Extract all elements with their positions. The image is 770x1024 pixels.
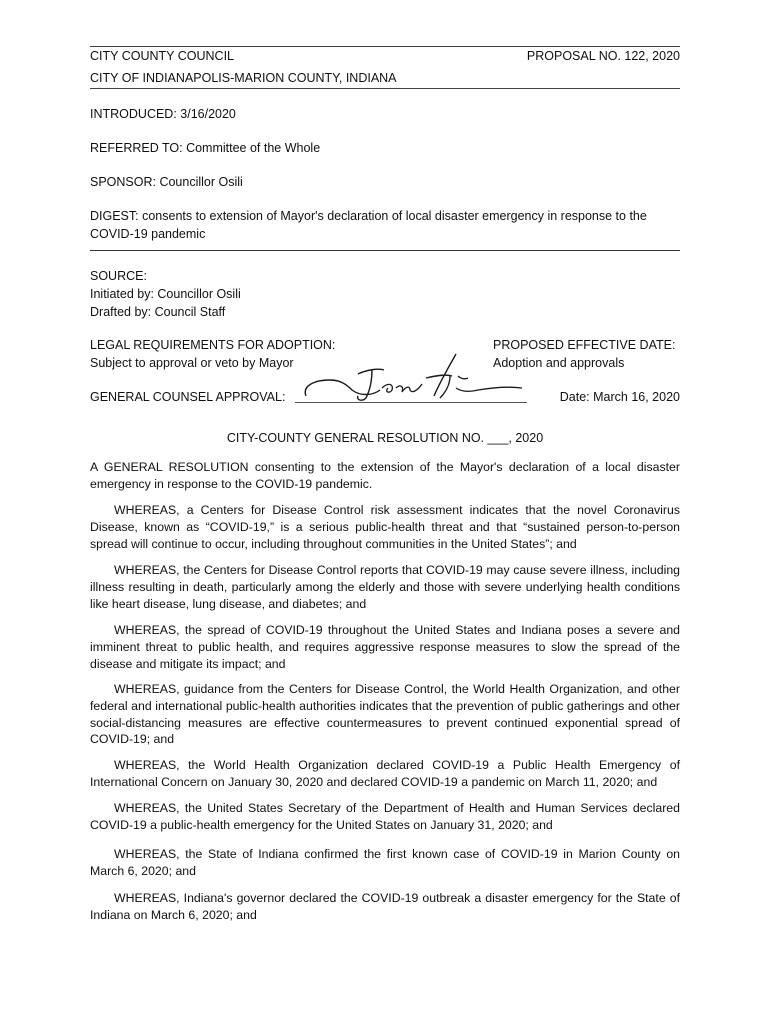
counsel-signature — [300, 346, 530, 408]
source-initiated: Initiated by: Councillor Osili — [90, 287, 241, 301]
source-heading: SOURCE: — [90, 269, 147, 283]
resolution-intro: A GENERAL RESOLUTION consenting to the extension of the Mayor's declaration of a local disaster emergency in response to the COVID-19 pandemic. — [90, 460, 680, 491]
whereas-clause: WHEREAS, a Centers for Disease Control risk assessment indicates that the novel Coronavirus Disease, known as “COVID-19,” is a serious public-health threat and that “sustained person-to-person spread will continue to occur, including throughout communities in the United States”; and — [90, 503, 680, 551]
whereas-clause: WHEREAS, Indiana's governor declared the COVID-19 outbreak a disaster emergency for the State of Indiana on March 6, 2020; and — [90, 891, 680, 922]
effective-date-heading: PROPOSED EFFECTIVE DATE: — [493, 338, 676, 352]
effective-date-value: Adoption and approvals — [493, 356, 625, 370]
whereas-clause: WHEREAS, guidance from the Centers for Disease Control, the World Health Organization, and other federal and international public-health authorities indicates that the prevention of public gatherings and other social-distancing measures are effective countermeasures to prevent continued exponential spread of COVID-19; and — [90, 682, 680, 747]
top-rule — [90, 46, 680, 47]
whereas-clause: WHEREAS, the State of Indiana confirmed the first known case of COVID-19 in Marion County on March 6, 2020; and — [90, 847, 680, 878]
whereas-clause: WHEREAS, the World Health Organization declared COVID-19 a Public Health Emergency of International Concern on January 30, 2020 and declared COVID-19 a pandemic on March 11, 2020; and — [90, 758, 680, 789]
legal-requirements-heading: LEGAL REQUIREMENTS FOR ADOPTION: — [90, 338, 336, 352]
digest-rule — [90, 250, 680, 251]
sponsor: SPONSOR: Councillor Osili — [90, 175, 243, 189]
digest-line-1: DIGEST: consents to extension of Mayor's declaration of local disaster emergency in response to the — [90, 209, 647, 223]
counsel-approval-date: Date: March 16, 2020 — [559, 390, 680, 404]
header-rule — [90, 88, 680, 89]
legal-requirements-value: Subject to approval or veto by Mayor — [90, 356, 294, 370]
council-name: CITY COUNTY COUNCIL — [90, 49, 235, 63]
jurisdiction: CITY OF INDIANAPOLIS-MARION COUNTY, INDIANA — [90, 71, 397, 85]
whereas-clause: WHEREAS, the spread of COVID-19 throughout the United States and Indiana poses a severe and imminent threat to public health, and requires aggressive response measures to slow the spread of the disease and mitigate its impact; and — [90, 623, 680, 671]
introduced-date: INTRODUCED: 3/16/2020 — [90, 107, 236, 121]
whereas-clause: WHEREAS, the Centers for Disease Control reports that COVID-19 may cause severe illness, including illness resulting in death, particularly among the elderly and those with severe underlying health conditions like heart disease, lung disease, and diabetes; and — [90, 563, 680, 611]
digest-line-2: COVID-19 pandemic — [90, 227, 206, 241]
proposal-number: PROPOSAL NO. 122, 2020 — [526, 49, 680, 63]
whereas-clause: WHEREAS, the United States Secretary of the Department of Health and Human Services declared COVID-19 a public-health emergency for the United States on January 31, 2020; and — [90, 801, 680, 832]
source-drafted: Drafted by: Council Staff — [90, 305, 226, 319]
resolution-title: CITY-COUNTY GENERAL RESOLUTION NO. ___, 2020 — [226, 431, 544, 445]
referred-to: REFERRED TO: Committee of the Whole — [90, 141, 321, 155]
general-counsel-label: GENERAL COUNSEL APPROVAL: — [90, 390, 286, 404]
